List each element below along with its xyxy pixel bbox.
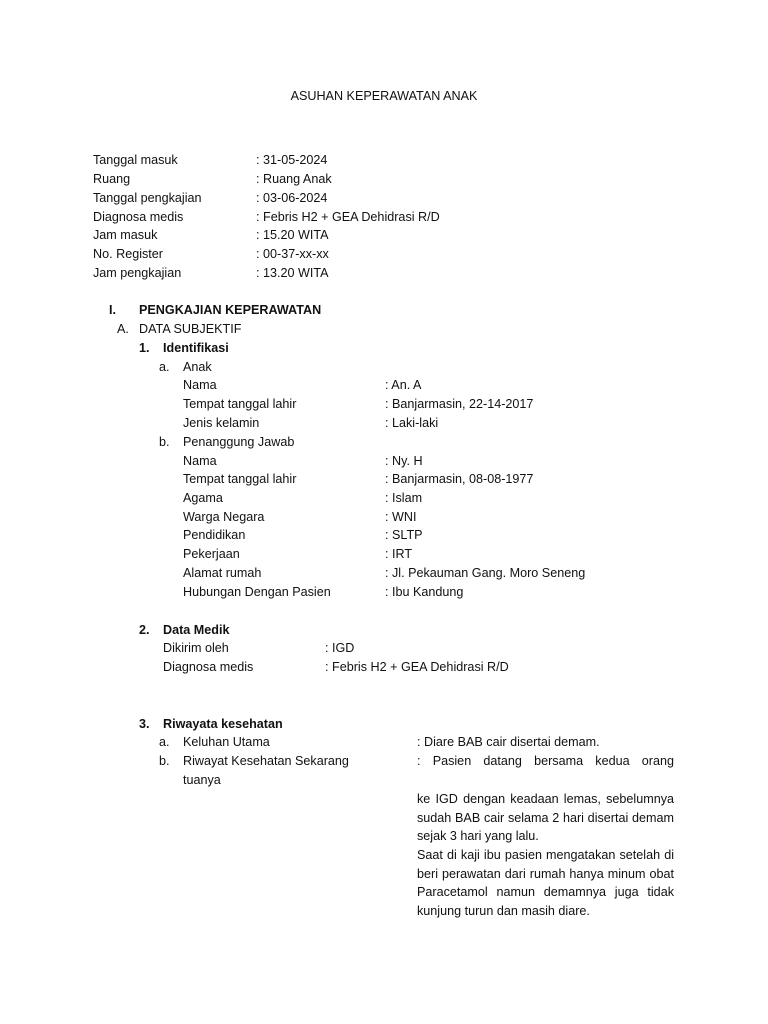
field-label: Alamat rumah: [183, 566, 262, 580]
field-value: : Diare BAB cair disertai demam.: [417, 735, 600, 749]
field-value: : SLTP: [385, 528, 423, 542]
field-value: : IRT: [385, 547, 413, 561]
section-heading: PENGKAJIAN KEPERAWATAN: [139, 303, 322, 317]
field-value: : 03-06-2024: [256, 191, 328, 205]
field-label: Dikirim oleh: [163, 641, 229, 655]
field-label: Nama: [183, 454, 217, 468]
section-number: I.: [109, 303, 116, 317]
field-label: Jenis kelamin: [183, 416, 260, 430]
field-value: : Ruang Anak: [256, 172, 332, 186]
item-heading: Data Medik: [163, 623, 230, 637]
field-label: Tempat tanggal lahir: [183, 397, 297, 411]
field-label: Tempat tanggal lahir: [183, 472, 297, 486]
field-value: : Banjarmasin, 22-14-2017: [385, 397, 534, 411]
field-value: : Banjarmasin, 08-08-1977: [385, 472, 534, 486]
history-paragraph: ke IGD dengan keadaan lemas, sebelumnya sudah BAB cair selama 2 hari disertai demam sejak 3 hari yang lalu.: [417, 792, 674, 844]
document-title: ASUHAN KEPERAWATAN ANAK: [290, 89, 478, 103]
field-value: : IGD: [325, 641, 355, 655]
field-label: Jam pengkajian: [93, 266, 182, 280]
field-label: Tanggal masuk: [93, 153, 178, 167]
field-label: Warga Negara: [183, 510, 265, 524]
field-value: : Ibu Kandung: [385, 585, 464, 599]
subitem-letter: b.: [159, 435, 170, 449]
field-value: : 31-05-2024: [256, 153, 328, 167]
field-label: Diagnosa medis: [163, 660, 254, 674]
field-label: Nama: [183, 378, 217, 392]
subitem-letter: a.: [159, 360, 170, 374]
field-value: : 00-37-xx-xx: [256, 247, 329, 261]
field-value: : 13.20 WITA: [256, 266, 329, 280]
field-label: Diagnosa medis: [93, 210, 184, 224]
subitem-heading: Penanggung Jawab: [183, 435, 295, 449]
history-paragraph: Saat di kaji ibu pasien mengatakan setelah di beri perawatan dari rumah hanya minum obat Paracetamol namun demamnya juga tidak kunjung turun dan masih diare.: [417, 848, 674, 919]
field-value: : Islam: [385, 491, 423, 505]
field-label: Ruang: [93, 172, 131, 186]
field-label: Tanggal pengkajian: [93, 191, 202, 205]
field-label: Pendidikan: [183, 528, 246, 542]
field-value: : Ny. H: [385, 454, 423, 468]
item-number: 3.: [139, 717, 150, 731]
field-label-continuation: tuanya: [183, 773, 221, 787]
field-label: Jam masuk: [93, 228, 158, 242]
field-label: Keluhan Utama: [183, 735, 270, 749]
subitem-heading: Anak: [183, 360, 212, 374]
field-value: : Febris H2 + GEA Dehidrasi R/D: [325, 660, 509, 674]
field-value: : Jl. Pekauman Gang. Moro Seneng: [385, 566, 586, 580]
field-label: Hubungan Dengan Pasien: [183, 585, 331, 599]
item-heading: Identifikasi: [163, 341, 229, 355]
field-label: Agama: [183, 491, 223, 505]
subsection-number: A.: [117, 322, 129, 336]
item-heading: Riwayata kesehatan: [163, 717, 283, 731]
field-value: : Febris H2 + GEA Dehidrasi R/D: [256, 210, 440, 224]
item-number: 1.: [139, 341, 150, 355]
subitem-letter: a.: [159, 735, 170, 749]
subitem-letter: b.: [159, 754, 170, 768]
subsection-heading: DATA SUBJEKTIF: [139, 322, 242, 336]
field-label: No. Register: [93, 247, 163, 261]
field-value: : Pasien datang bersama kedua orang: [417, 754, 674, 768]
field-value: : An. A: [385, 378, 422, 392]
field-label: Riwayat Kesehatan Sekarang: [183, 754, 349, 768]
field-value: : 15.20 WITA: [256, 228, 329, 242]
field-value: : Laki-laki: [385, 416, 439, 430]
item-number: 2.: [139, 623, 150, 637]
field-value: : WNI: [385, 510, 417, 524]
field-label: Pekerjaan: [183, 547, 240, 561]
